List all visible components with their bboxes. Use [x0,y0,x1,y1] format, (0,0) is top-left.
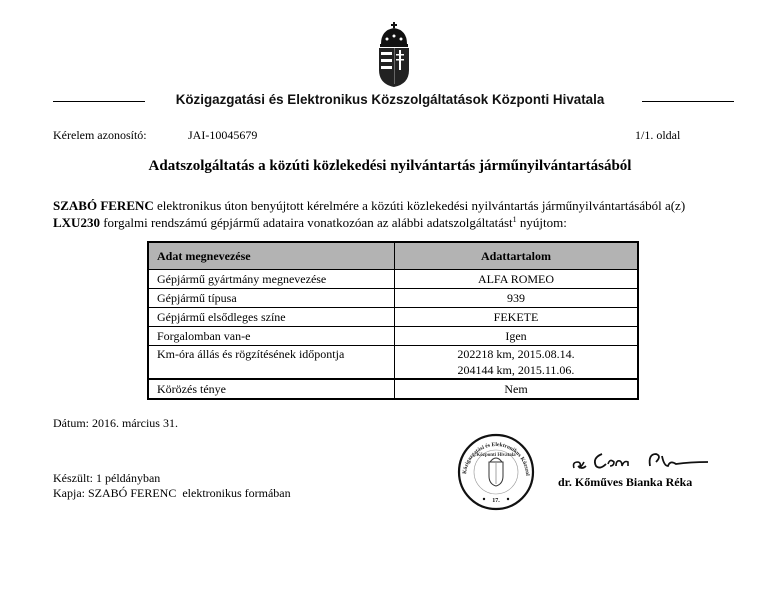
row-value: FEKETE [395,308,639,327]
footnote-marker: 1 [512,215,517,224]
vehicle-data-table [147,241,639,400]
row-label: Forgalomban van-e [148,327,395,346]
intro-paragraph [53,197,743,231]
license-plate: LXU230 [53,215,100,230]
coat-of-arms-icon [377,22,411,88]
requester-name: SZABÓ FERENC [53,198,154,213]
row-label: Km-óra állás és rögzítésének időpontja [148,346,395,380]
row-value: ALFA ROMEO [395,270,639,289]
intro-text-3: nyújtom: [516,215,567,230]
odometer-reading-1: 202218 km, 2015.08.14. [457,347,575,361]
row-label: Körözés ténye [148,379,395,399]
row-label: Gépjármű elsődleges színe [148,308,395,327]
column-header-name: Adat megnevezése [148,242,395,270]
row-label: Gépjármű gyártmány megnevezése [148,270,395,289]
signer-name: dr. Kőműves Bianka Réka [558,475,693,489]
table-row [148,379,638,399]
intro-text-1: elektronikus úton benyújtott kérelmére a közúti közlekedési nyilvántartás járműnyilvántartásából a(z) [153,198,686,213]
column-header-content: Adattartalom [395,242,639,270]
stamp-number: 17. [492,498,500,504]
svg-text:Közigazgatási és Elektronikus: Közigazgatási és Elektronikus Közszol [462,441,531,476]
table-header-row [148,242,638,270]
agency-name [0,92,780,107]
agency-name-text: Közigazgatási és Elektronikus Közszolgáltatások Központi Hivatala [168,92,613,107]
svg-text:Központi Hivatala: Központi Hivatala [476,453,516,458]
row-label: Gépjármű típusa [148,289,395,308]
official-seal-icon [455,432,537,512]
intro-text-2: forgalmi rendszámú gépjármű adataira vonatkozóan az alábbi adatszolgáltatást [99,215,513,230]
table-row [148,346,638,380]
recipient-note: Kapja: SZABÓ FERENC elektronikus formában [53,486,291,500]
table-row [148,327,638,346]
page-number: 1/1. oldal [635,128,681,142]
table-row [148,308,638,327]
table-row [148,289,638,308]
row-value: Nem [395,379,639,399]
odometer-reading-2: 204144 km, 2015.11.06. [457,363,575,377]
request-id-value: JAI-10045679 [188,128,258,142]
copies-note: Készült: 1 példányban [53,471,161,485]
document-date: Dátum: 2016. március 31. [53,416,178,430]
row-value [395,346,639,380]
row-value: Igen [395,327,639,346]
request-id-label: Kérelem azonosító: [53,128,147,142]
table-row [148,270,638,289]
handwritten-signature-icon [570,446,710,474]
row-value: 939 [395,289,639,308]
document-title: Adatszolgáltatás a közúti közlekedési nyilvántartás járműnyilvántartásából [148,158,632,174]
